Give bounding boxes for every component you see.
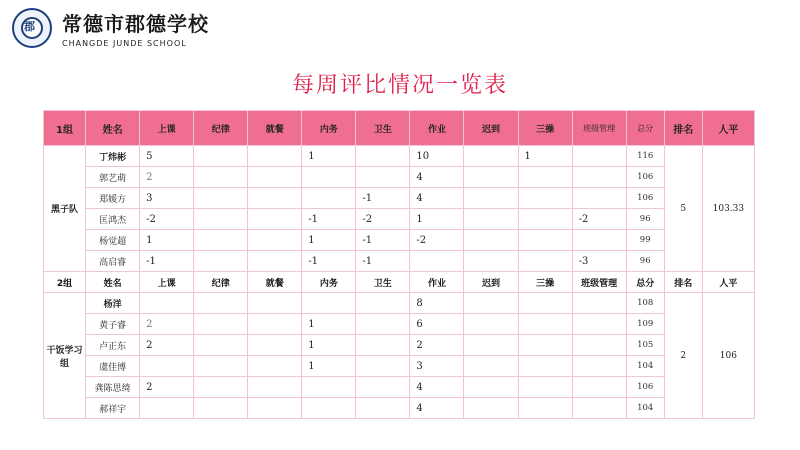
score-cell: 1 xyxy=(302,230,356,251)
score-cell xyxy=(194,314,248,335)
score-cell xyxy=(248,398,302,419)
score-cell xyxy=(518,293,572,314)
score-cell xyxy=(518,251,572,272)
student-name: 郝祥宇 xyxy=(86,398,140,419)
score-cell xyxy=(464,398,518,419)
column-header: 总分 xyxy=(626,272,664,293)
score-cell: 2 xyxy=(140,377,194,398)
total-score: 96 xyxy=(626,209,664,230)
column-header: 纪律 xyxy=(194,272,248,293)
total-score: 96 xyxy=(626,251,664,272)
column-header: 总分 xyxy=(626,111,664,146)
student-name: 黄子睿 xyxy=(86,314,140,335)
student-name: 郑媛方 xyxy=(86,188,140,209)
total-score: 106 xyxy=(626,377,664,398)
table-row xyxy=(44,251,755,272)
score-cell xyxy=(518,209,572,230)
score-cell xyxy=(572,314,626,335)
score-cell xyxy=(302,398,356,419)
score-cell xyxy=(302,377,356,398)
score-cell: 1 xyxy=(410,209,464,230)
student-name: 卢正东 xyxy=(86,335,140,356)
score-cell xyxy=(248,314,302,335)
score-cell xyxy=(356,398,410,419)
score-cell xyxy=(572,167,626,188)
group-average: 103.33 xyxy=(702,146,754,272)
school-header xyxy=(8,6,228,56)
score-cell xyxy=(464,335,518,356)
score-cell xyxy=(518,188,572,209)
group-header-row xyxy=(44,272,755,293)
column-header: 班级管理 xyxy=(572,111,626,146)
student-name: 丁炜彬 xyxy=(86,146,140,167)
column-header: 三操 xyxy=(518,272,572,293)
score-cell xyxy=(356,335,410,356)
total-score: 104 xyxy=(626,356,664,377)
score-cell xyxy=(464,293,518,314)
score-cell xyxy=(464,251,518,272)
score-cell xyxy=(194,398,248,419)
score-cell: -2 xyxy=(356,209,410,230)
score-cell xyxy=(572,335,626,356)
score-cell: 3 xyxy=(410,356,464,377)
column-header-avg: 人平 xyxy=(702,111,754,146)
column-header: 卫生 xyxy=(356,272,410,293)
column-header-rank: 排名 xyxy=(664,272,702,293)
score-cell: -1 xyxy=(356,188,410,209)
score-cell xyxy=(572,230,626,251)
score-cell: 5 xyxy=(140,146,194,167)
score-cell xyxy=(194,188,248,209)
team-name: 黑子队 xyxy=(44,146,86,272)
student-name: 郭艺萌 xyxy=(86,167,140,188)
score-cell: 2 xyxy=(410,335,464,356)
score-cell: 4 xyxy=(410,167,464,188)
score-cell: 2 xyxy=(140,314,194,335)
table-row xyxy=(44,398,755,419)
score-cell xyxy=(464,356,518,377)
student-name: 虞佳博 xyxy=(86,356,140,377)
score-cell xyxy=(194,293,248,314)
school-name-cn: 常德市郡德学校 xyxy=(62,12,209,36)
table-row xyxy=(44,146,755,167)
column-header: 作业 xyxy=(410,111,464,146)
total-score: 106 xyxy=(626,188,664,209)
total-score: 99 xyxy=(626,230,664,251)
score-cell: 1 xyxy=(140,230,194,251)
score-cell: -1 xyxy=(140,251,194,272)
score-cell xyxy=(572,188,626,209)
score-cell: 1 xyxy=(302,146,356,167)
score-cell: -1 xyxy=(356,230,410,251)
score-cell xyxy=(248,251,302,272)
table-row xyxy=(44,293,755,314)
score-cell: -2 xyxy=(572,209,626,230)
score-cell: -2 xyxy=(140,209,194,230)
score-cell xyxy=(464,146,518,167)
column-header-rank: 排名 xyxy=(664,111,702,146)
score-cell xyxy=(572,356,626,377)
total-score: 116 xyxy=(626,146,664,167)
score-cell: 1 xyxy=(302,335,356,356)
total-score: 108 xyxy=(626,293,664,314)
score-cell xyxy=(248,293,302,314)
table-row xyxy=(44,209,755,230)
score-cell xyxy=(518,398,572,419)
column-header: 纪律 xyxy=(194,111,248,146)
score-cell xyxy=(356,314,410,335)
score-cell xyxy=(194,335,248,356)
score-cell: 6 xyxy=(410,314,464,335)
score-cell: 4 xyxy=(410,377,464,398)
column-header: 作业 xyxy=(410,272,464,293)
score-cell xyxy=(248,377,302,398)
score-cell xyxy=(518,230,572,251)
column-header: 三操 xyxy=(518,111,572,146)
score-cell xyxy=(464,230,518,251)
score-cell xyxy=(410,251,464,272)
score-cell xyxy=(302,167,356,188)
score-cell xyxy=(464,188,518,209)
student-name: 龚陈思绮 xyxy=(86,377,140,398)
score-cell xyxy=(518,314,572,335)
column-header: 迟到 xyxy=(464,111,518,146)
score-cell xyxy=(572,146,626,167)
column-header: 就餐 xyxy=(248,111,302,146)
column-header: 班级管理 xyxy=(572,272,626,293)
score-cell xyxy=(194,209,248,230)
score-cell xyxy=(140,398,194,419)
score-cell: -3 xyxy=(572,251,626,272)
score-cell xyxy=(464,377,518,398)
score-cell xyxy=(194,251,248,272)
group-rank: 2 xyxy=(664,293,702,419)
column-header: 上课 xyxy=(140,272,194,293)
column-header-avg: 人平 xyxy=(702,272,754,293)
score-cell: 2 xyxy=(140,167,194,188)
table-row xyxy=(44,377,755,398)
student-name: 匡鸿杰 xyxy=(86,209,140,230)
score-cell: 1 xyxy=(518,146,572,167)
score-cell xyxy=(194,230,248,251)
score-cell: 10 xyxy=(410,146,464,167)
group-rank: 5 xyxy=(664,146,702,272)
total-score: 106 xyxy=(626,167,664,188)
table-row xyxy=(44,335,755,356)
score-cell xyxy=(194,167,248,188)
column-header: 上课 xyxy=(140,111,194,146)
page-title: 每周评比情况一览表 xyxy=(291,73,508,98)
table-row xyxy=(44,356,755,377)
score-cell xyxy=(464,209,518,230)
score-cell xyxy=(464,167,518,188)
column-header-name: 姓名 xyxy=(86,272,140,293)
score-cell: -1 xyxy=(302,251,356,272)
column-header: 内务 xyxy=(302,111,356,146)
score-cell: 4 xyxy=(410,398,464,419)
score-cell xyxy=(356,293,410,314)
column-header-name: 姓名 xyxy=(86,111,140,146)
score-cell xyxy=(248,209,302,230)
score-cell xyxy=(356,377,410,398)
score-cell: -2 xyxy=(410,230,464,251)
school-name-en: CHANGDE JUNDE SCHOOL xyxy=(62,39,187,48)
score-cell xyxy=(248,188,302,209)
total-score: 104 xyxy=(626,398,664,419)
score-cell xyxy=(572,377,626,398)
score-cell xyxy=(194,356,248,377)
total-score: 105 xyxy=(626,335,664,356)
score-cell: -1 xyxy=(302,209,356,230)
table-row xyxy=(44,167,755,188)
score-cell xyxy=(356,146,410,167)
score-cell: 4 xyxy=(410,188,464,209)
score-cell xyxy=(572,293,626,314)
column-header: 内务 xyxy=(302,272,356,293)
table-row xyxy=(44,314,755,335)
column-header: 卫生 xyxy=(356,111,410,146)
score-cell xyxy=(518,377,572,398)
column-header: 就餐 xyxy=(248,272,302,293)
score-cell xyxy=(356,167,410,188)
score-table xyxy=(43,110,755,419)
score-cell: 8 xyxy=(410,293,464,314)
score-cell xyxy=(302,293,356,314)
student-name: 杨觉超 xyxy=(86,230,140,251)
table-row xyxy=(44,230,755,251)
score-cell xyxy=(302,188,356,209)
group-label: 1组 xyxy=(44,111,86,146)
student-name: 高启睿 xyxy=(86,251,140,272)
score-cell xyxy=(248,230,302,251)
group-average: 106 xyxy=(702,293,754,419)
score-cell: -1 xyxy=(356,251,410,272)
score-cell: 3 xyxy=(140,188,194,209)
score-cell xyxy=(518,335,572,356)
score-cell xyxy=(248,356,302,377)
table-row xyxy=(44,188,755,209)
score-cell xyxy=(518,167,572,188)
score-cell: 2 xyxy=(140,335,194,356)
score-cell xyxy=(248,146,302,167)
score-cell xyxy=(248,335,302,356)
score-cell xyxy=(518,356,572,377)
score-cell xyxy=(248,167,302,188)
group-label: 2组 xyxy=(44,272,86,293)
score-cell xyxy=(464,314,518,335)
score-cell xyxy=(140,293,194,314)
group-header-row xyxy=(44,111,755,146)
score-cell xyxy=(194,377,248,398)
score-cell xyxy=(194,146,248,167)
score-cell: 1 xyxy=(302,314,356,335)
team-name: 干饭学习组 xyxy=(44,293,86,419)
total-score: 109 xyxy=(626,314,664,335)
column-header: 迟到 xyxy=(464,272,518,293)
student-name: 杨洋 xyxy=(86,293,140,314)
score-cell: 1 xyxy=(302,356,356,377)
score-cell xyxy=(140,356,194,377)
score-cell xyxy=(572,398,626,419)
school-logo-icon: 郡 xyxy=(12,8,52,48)
score-cell xyxy=(356,356,410,377)
